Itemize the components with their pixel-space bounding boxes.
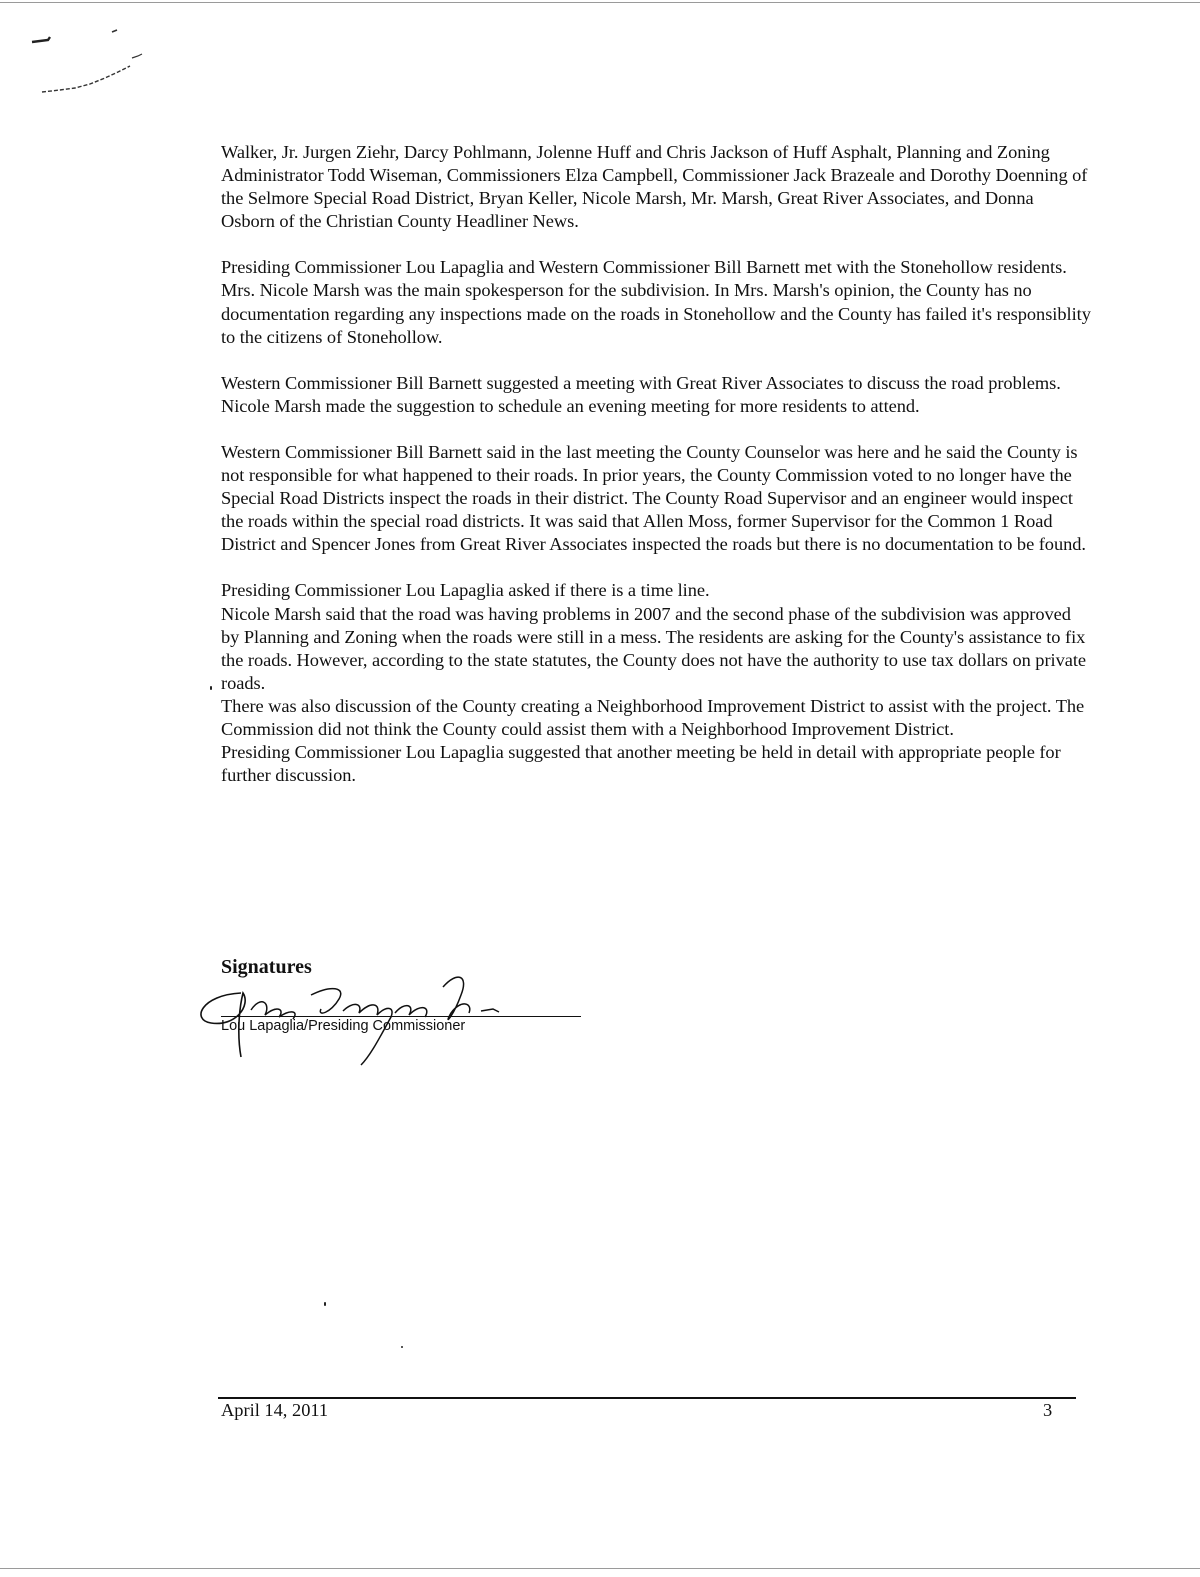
road-problems-paragraph: Nicole Marsh said that the road was having problems in 2007 and the second phase of the subdivision was approved by Planning and Zoning when the roads were still in a mess. The residents are asking for the County's assistance to fix the roads. However, according to the state statutes, the County does not have the authority to use tax dollars on private roads. <box>221 603 1087 693</box>
scan-bottom-edge <box>0 1568 1200 1569</box>
footer-date: April 14, 2011 <box>221 1400 329 1420</box>
signer-caption: Lou Lapaglia/Presiding Commissioner <box>221 1018 466 1034</box>
time-line-question-paragraph: Presiding Commissioner Lou Lapaglia asked if there is a time line. <box>221 580 710 601</box>
scan-top-edge <box>0 2 1200 3</box>
page-number: 3 <box>1043 1400 1053 1420</box>
attendees-paragraph: Walker, Jr. Jurgen Ziehr, Darcy Pohlmann, Jolenne Huff and Chris Jackson of Huff Asphalt, Planning and Zoning Administrator Todd Wiseman, Commissioners Elza Campbell, Commissioner Jack Brazeale and Dorothy Doenning of the Selmore Special Road District, Bryan Keller, Nicole Marsh, Mr. Marsh, Great River Associates, and Donna Osborn of the Christian County Headliner News. <box>221 142 1088 232</box>
scan-speck <box>324 1302 326 1306</box>
signatures-block <box>221 955 466 1034</box>
improvement-district-paragraph: There was also discussion of the County creating a Neighborhood Improvement District to assist with the project. The Commission did not think the County could assist them with a Neighborhood Improvement District. <box>221 695 1085 739</box>
scan-speck <box>401 1346 403 1348</box>
scan-artifact-marks <box>20 20 160 110</box>
further-meeting-paragraph: Presiding Commissioner Lou Lapaglia suggested that another meeting be held in detail with appropriate people for further discussion. <box>221 742 1061 786</box>
evening-meeting-paragraph: Nicole Marsh made the suggestion to schedule an evening meeting for more residents to attend. <box>221 395 920 416</box>
meeting-suggestion-paragraph: Western Commissioner Bill Barnett suggested a meeting with Great River Associates to discuss the road problems. <box>221 372 1061 393</box>
footer-rule <box>218 1397 1076 1399</box>
document-body <box>221 141 1091 787</box>
scan-speck <box>210 686 212 690</box>
meeting-summary-paragraph: Presiding Commissioner Lou Lapaglia and Western Commissioner Bill Barnett met with the Stonehollow residents. Mrs. Nicole Marsh was the main spokesperson for the subdivision. In Mrs. Marsh's opinion, the County has no documentation regarding any inspections made on the roads in Stonehollow and the County has failed it's responsiblity to the citizens of Stonehollow. <box>221 257 1091 347</box>
signature-line <box>221 1016 581 1017</box>
county-counselor-paragraph: Western Commissioner Bill Barnett said in the last meeting the County Counselor was here and he said the County is not responsible for what happened to their roads. In prior years, the County Commission voted to no longer have the Special Road Districts inspect the roads in their district. The County Road Supervisor and an engineer would inspect the roads within the special road districts. It was said that Allen Moss, former Supervisor for the Common 1 Road District and Spencer Jones from Great River Associates inspected the roads but there is no documentation to be found. <box>221 441 1086 555</box>
signatures-heading: Signatures <box>221 956 312 978</box>
